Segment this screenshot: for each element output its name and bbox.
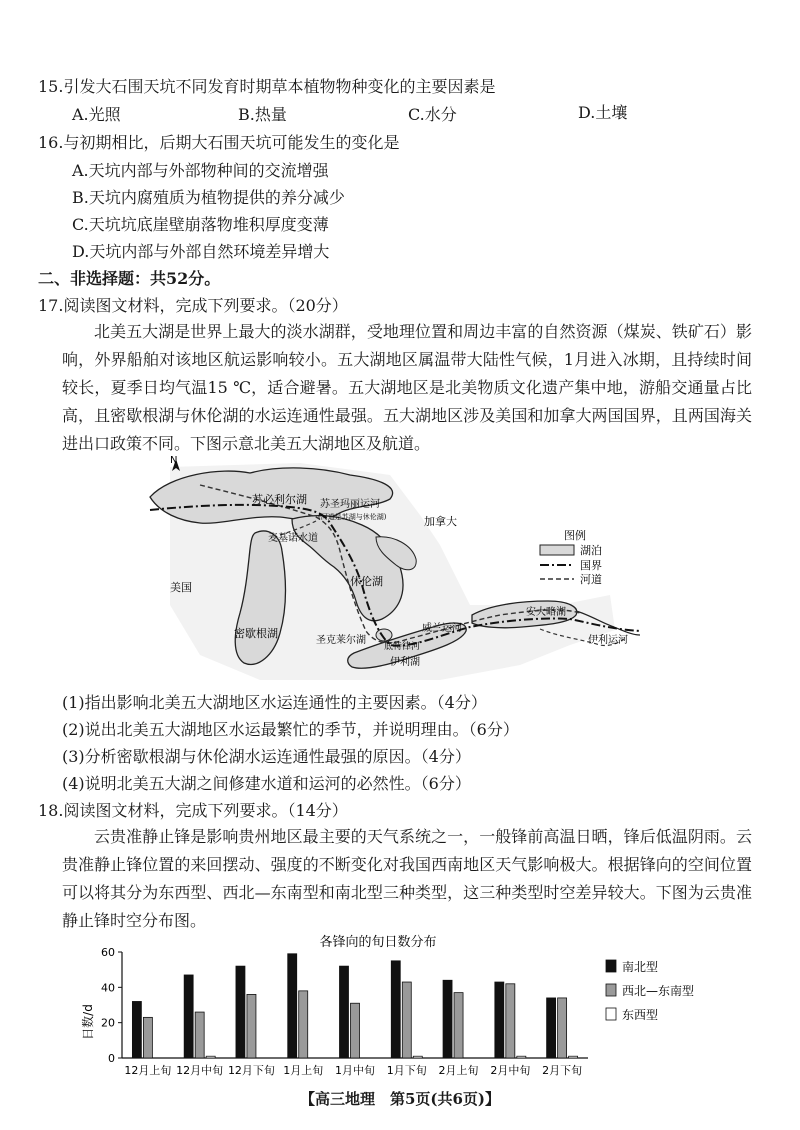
q16-option-b: B.天坑内腐殖质为植物提供的养分减少 (72, 188, 345, 207)
q15-option-d: D.土壤 (578, 103, 628, 122)
legend-border-label: 国界 (580, 559, 602, 572)
bar-3-8 (517, 1056, 526, 1058)
bar-1-2 (184, 975, 193, 1058)
q17-material-text: 北美五大湖是世界上最大的淡水湖群，受地理位置和周边丰富的自然资源（煤炭、铁矿石）影响，外界船舶对该地区航运影响较小。五大湖地区属温带大陆性气候，1月进入冰期，且持续时间较长，夏季日均气温15 ℃，适合避暑。五大湖地区是北美物质文化遗产集中地，游船交通量占比高，且密歇根湖与休伦湖的水运连通性最强。五大湖地区涉及美国和加拿大两国国界，且两国海关进出口政策不同。下图示意北美五大湖地区及航道。 (62, 322, 752, 453)
x-tick-label: 1月上旬 (283, 1064, 324, 1077)
chart-y-axis-label: 日数/d (81, 1004, 95, 1040)
legend-swatch-3 (606, 1008, 616, 1020)
x-tick-label: 12月中旬 (176, 1064, 224, 1077)
legend-lake-label: 湖泊 (580, 544, 602, 557)
bar-1-9 (547, 998, 556, 1058)
label-canada: 加拿大 (424, 515, 457, 528)
label-michigan: 密歇根湖 (234, 627, 278, 640)
bar-3-9 (569, 1056, 578, 1058)
x-tick-label: 2月上旬 (438, 1064, 479, 1077)
x-tick-label: 12月下旬 (227, 1064, 275, 1077)
chart-title: 各锋向的旬日数分布 (319, 935, 437, 950)
q15-stem: 15.引发大石围天坑不同发育时期草本植物物种变化的主要因素是 (38, 77, 496, 96)
y-tick-label: 0 (108, 1052, 115, 1065)
x-tick-label: 2月中旬 (490, 1064, 531, 1077)
label-soo-canal: 苏圣玛丽运河 (320, 499, 380, 510)
bar-2-8 (506, 984, 515, 1058)
q17-stem: 17.阅读图文材料，完成下列要求。（20分） (38, 296, 348, 315)
x-tick-label: 2月下旬 (542, 1064, 583, 1077)
q17-sub-2: (2)说出北美五大湖地区水运最繁忙的季节，并说明理由。（6分） (62, 720, 519, 739)
label-usa: 美国 (170, 581, 192, 594)
y-tick-label: 60 (101, 946, 115, 959)
label-erie: 伊利湖 (390, 657, 420, 668)
q16-stem: 16.与初期相比，后期大石围天坑可能发生的变化是 (38, 133, 400, 152)
bar-2-3 (247, 994, 256, 1058)
label-ontario: 安大略湖 (526, 607, 566, 618)
legend-swatch-2 (606, 984, 616, 996)
label-welland: 威兰运河 (422, 623, 462, 634)
q18-material (62, 823, 752, 935)
legend-lake-swatch (540, 545, 574, 555)
great-lakes-map (140, 455, 660, 690)
q17-material (62, 318, 752, 458)
legend-label-2: 西北—东南型 (622, 984, 695, 998)
q15-option-c: C.水分 (408, 105, 457, 124)
label-huron: 休伦湖 (350, 575, 383, 588)
q17-sub-1: (1)指出影响北美五大湖地区水运连通性的主要因素。（4分） (62, 693, 487, 712)
bar-1-5 (340, 966, 349, 1058)
q16-option-a: A.天坑内部与外部物种间的交流增强 (72, 161, 329, 180)
bar-2-4 (299, 991, 308, 1058)
bar-2-7 (454, 993, 463, 1058)
x-tick-label: 12月上旬 (124, 1064, 172, 1077)
y-tick-label: 40 (101, 981, 115, 995)
page-footer: 【高三地理 第5页(共6页)】 (299, 1090, 501, 1108)
legend-label-3: 东西型 (622, 1008, 659, 1022)
q15-option-a: A.光照 (72, 105, 121, 124)
x-tick-label: 1月中旬 (335, 1064, 375, 1077)
label-erie-canal: 伊利运河 (588, 635, 628, 646)
legend-waterway-label: 河道 (580, 573, 602, 586)
legend-swatch-1 (606, 960, 616, 972)
bar-1-6 (391, 961, 400, 1058)
label-st-clair: 圣克莱尔湖 (316, 635, 366, 646)
legend-title: 图例 (564, 529, 586, 542)
bar-3-6 (413, 1056, 422, 1058)
bar-3-2 (206, 1056, 215, 1058)
bar-1-8 (495, 982, 504, 1058)
bar-1-1 (132, 1001, 141, 1058)
north-label: N (170, 455, 178, 466)
bar-1-7 (443, 980, 452, 1058)
chart-legend (606, 959, 694, 1022)
label-superior: 苏必利尔湖 (252, 493, 307, 506)
section-heading: 二、非选择题：共52分。 (38, 269, 221, 288)
front-days-bar-chart (78, 930, 718, 1088)
q16-option-c: C.天坑坑底崖壁崩落物堆积厚度变薄 (72, 215, 329, 234)
q18-material-text: 云贵准静止锋是影响贵州地区最主要的天气系统之一，一般锋前高温日晒，锋后低温阴雨。云贵准静止锋位置的来回摆动、强度的不断变化对我国西南地区天气影响极大。根据锋向的空间位置可以将其分为东西型、西北—东南型和南北型三种类型，这三种类型时空差异较大。下图为云贵准静止锋时空分布图。 (62, 827, 752, 930)
bar-1-3 (236, 966, 245, 1058)
label-detroit: 底特律河 (384, 642, 421, 652)
q17-sub-4: (4)说明北美五大湖之间修建水道和运河的必然性。（6分） (62, 774, 471, 793)
q15-option-b: B.热量 (238, 105, 287, 124)
x-tick-label: 1月下旬 (386, 1064, 427, 1077)
q16-option-d: D.天坑内部与外部自然环境差异增大 (72, 242, 330, 261)
bar-2-1 (143, 1017, 152, 1058)
q18-stem: 18.阅读图文材料，完成下列要求。（14分） (38, 801, 348, 820)
bar-2-2 (195, 1012, 204, 1058)
bar-2-9 (558, 998, 567, 1058)
chart-plot-area (101, 946, 588, 1077)
label-soo-note: (河道是苏湖与休伦湖) (318, 513, 387, 521)
y-tick-label: 20 (101, 1016, 115, 1030)
label-mackinac: 麦基诺水道 (268, 533, 318, 544)
bar-2-6 (402, 982, 411, 1058)
q17-sub-3: (3)分析密歇根湖与休伦湖水运连通性最强的原因。（4分） (62, 747, 471, 766)
bar-2-5 (351, 1003, 360, 1058)
bar-1-4 (288, 954, 297, 1058)
legend-label-1: 南北型 (622, 960, 659, 974)
